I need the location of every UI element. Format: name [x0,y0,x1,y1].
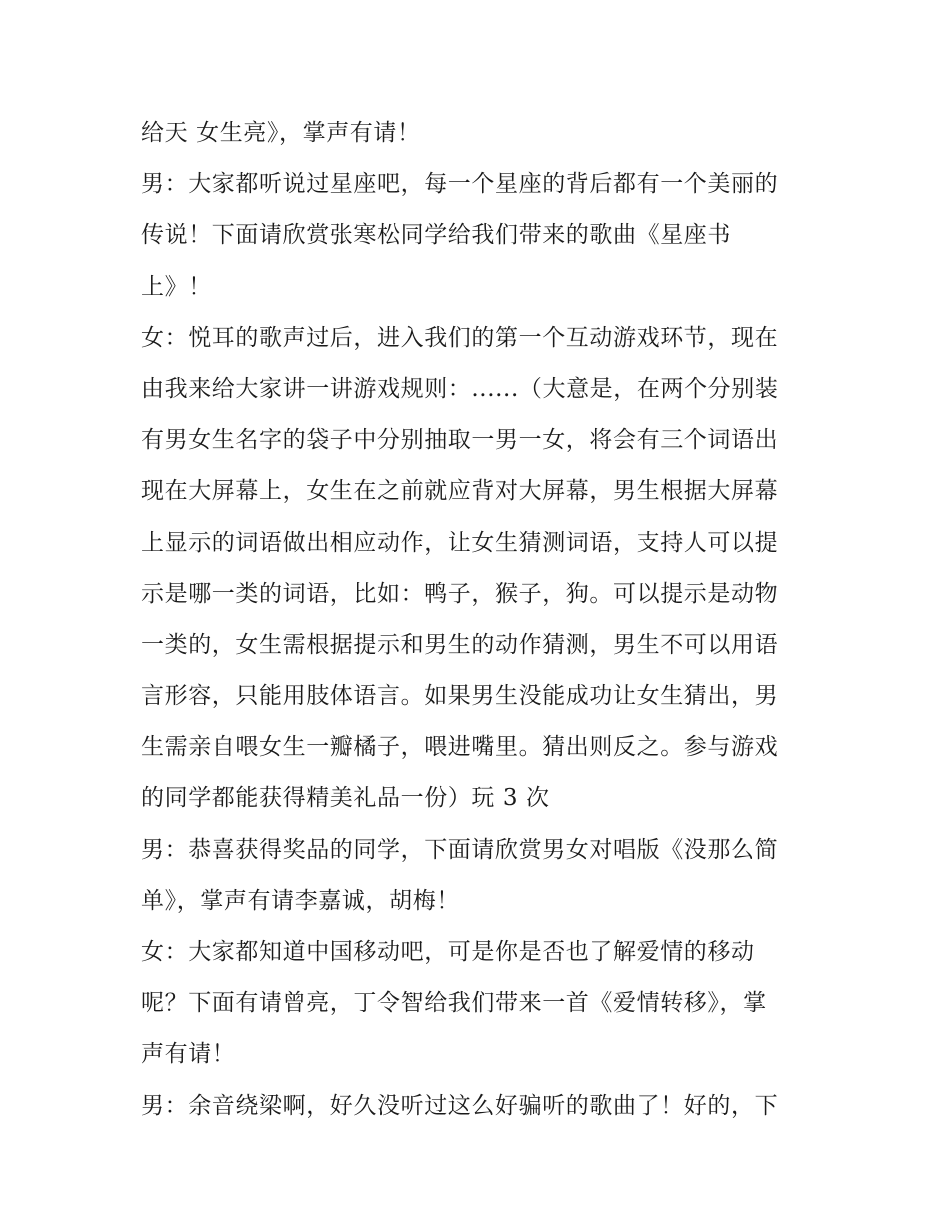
document-body [141,108,821,1132]
text-line: 男：恭喜获得奖品的同学，下面请欣赏男女对唱版《没那么简 [141,836,779,863]
text-line: 一类的，女生需根据提示和男生的动作猜测，男生不可以用语 [141,631,779,658]
text-line: 上》！ [141,273,212,300]
text-line: 女：悦耳的歌声过后，进入我们的第一个互动游戏环节，现在 [141,324,779,351]
text-line: 男：大家都听说过星座吧，每一个星座的背后都有一个美丽的 [141,171,779,198]
text-line: 给天 女生亮》，掌声有请！ [141,120,421,146]
text-line: 现在大屏幕上，女生在之前就应背对大屏幕，男生根据大屏幕 [141,478,779,505]
text-line: 男：余音绕梁啊，好久没听过这么好骗听的歌曲了！好的，下 [141,1092,779,1119]
text-line: 有男女生名字的袋子中分别抽取一男一女，将会有三个词语出 [141,427,779,454]
text-line: 示是哪一类的词语，比如：鸭子，猴子，狗。可以提示是动物 [141,580,779,607]
text-line: 生需亲自喂女生一瓣橘子，喂进嘴里。猜出则反之。参与游戏 [141,734,779,761]
text-line: 言形容，只能用肢体语言。如果男生没能成功让女生猜出，男 [141,683,779,710]
text-line: 上显示的词语做出相应动作，让女生猜测词语，支持人可以提 [141,529,779,556]
text-line: 声有请！ [141,1041,236,1068]
text-line: 传说！下面请欣赏张寒松同学给我们带来的歌曲《星座书 [141,222,731,249]
text-line: 的同学都能获得精美礼品一份）玩 3 次 [141,785,550,812]
text-line: 由我来给大家讲一讲游戏规则：......（大意是，在两个分别装 [141,375,779,402]
text-line: 女：大家都知道中国移动吧，可是你是否也了解爱情的移动 [141,939,755,965]
text-line: 单》，掌声有请李嘉诚，胡梅！ [141,887,460,914]
text-line: 呢？下面有请曾亮，丁令智给我们带来一首《爱情转移》，掌 [141,990,767,1017]
